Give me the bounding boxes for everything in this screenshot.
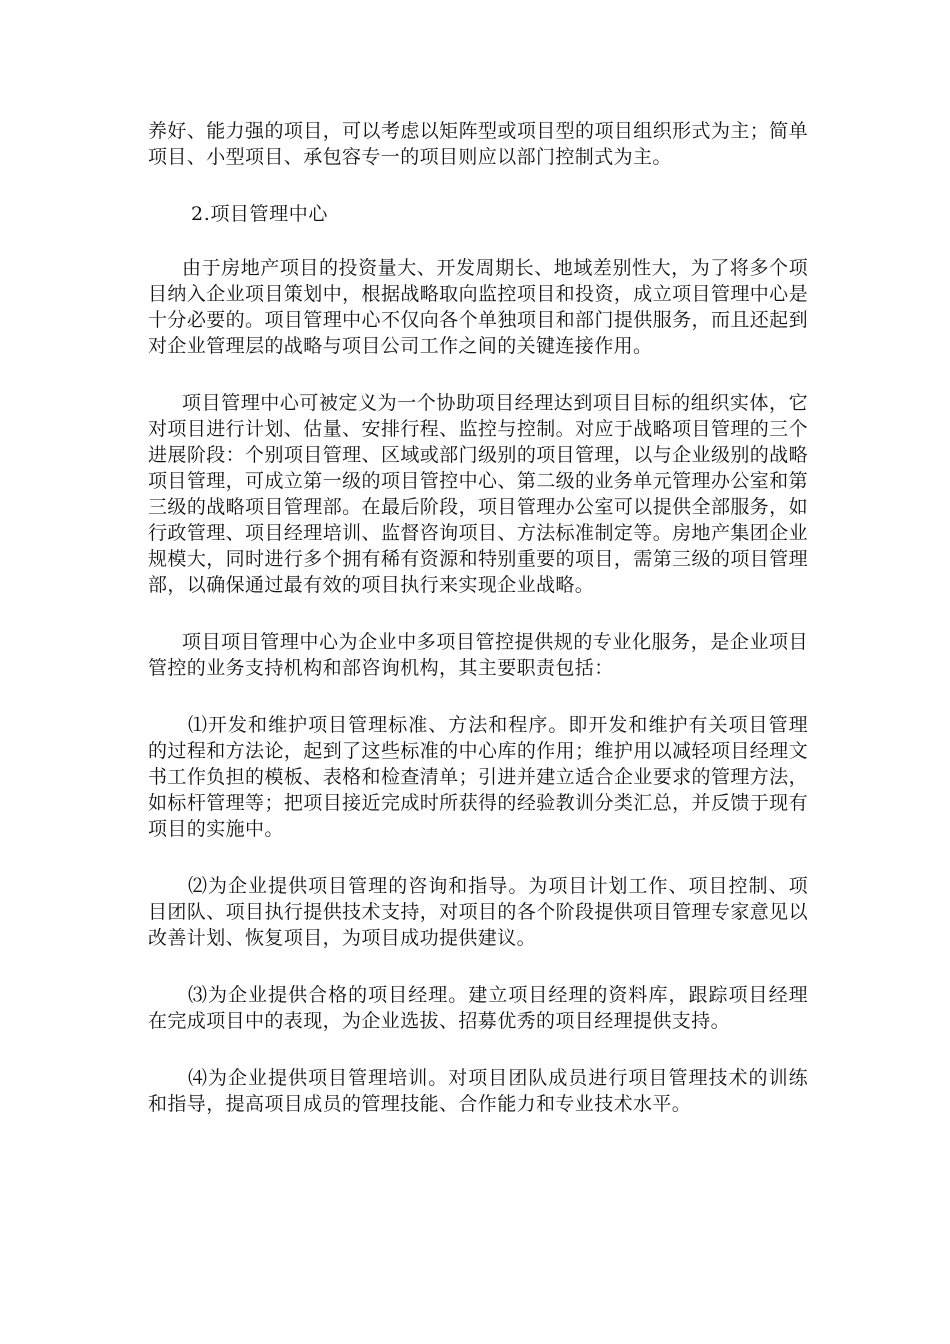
paragraph-definition: 项目管理中心可被定义为一个协助项目经理达到项目目标的组织实体，它对项目进行计划、估量、安排行程、监控与控制。对应于战略项目管理的三个进展阶段：个别项目管理、区域或部门级别的项目管理，以与企业级别的战略项目管理，可成立第一级的项目管控中心、第二级的业务单元管理办公室和第三级的战略项目管理部。在最后阶段，项目管理办公室可以提供全部服务，如行政管理、项目经理培训、监督咨询项目、方法标准制定等。房地产集团企业规模大，同时进行多个拥有稀有资源和特别重要的项目，需第三级的项目管理部，以确保通过最有效的项目执行来实现企业战略。 [148, 392, 808, 596]
paragraph-duties-intro: 项目项目管理中心为企业中多项目管控提供规的专业化服务，是企业项目管控的业务支持机构和部咨询机构，其主要职责包括： [148, 631, 808, 679]
paragraph-continuation: 养好、能力强的项目，可以考虑以矩阵型或项目型的项目组织形式为主；简单项目、小型项目、承包容专一的项目则应以部门控制式为主。 [148, 120, 808, 168]
list-item-duty-3: ⑶为企业提供合格的项目经理。建立项目经理的资料库，跟踪项目经理在完成项目中的表现，为企业选拔、招募优秀的项目经理提供支持。 [148, 984, 808, 1032]
document-page [148, 118, 808, 1148]
list-item-duty-1: ⑴开发和维护项目管理标准、方法和程序。即开发和维护有关项目管理的过程和方法论，起到了这些标准的中心库的作用；维护用以减轻项目经理文书工作负担的模板、表格和检查清单；引进并建立适合企业要求的管理方法，如标杆管理等；把项目接近完成时所获得的经验教训分类汇总，并反馈于现有项目的实施中。 [148, 714, 808, 840]
list-item-duty-4: ⑷为企业提供项目管理培训。对项目团队成员进行项目管理技术的训练和指导，提高项目成员的管理技能、合作能力和专业技术水平。 [148, 1067, 808, 1115]
section-heading: 2.项目管理中心 [191, 203, 328, 225]
list-item-duty-2: ⑵为企业提供项目管理的咨询和指导。为项目计划工作、项目控制、项目团队、项目执行提供技术支持，对项目的各个阶段提供项目管理专家意见以改善计划、恢复项目，为项目成功提供建议。 [148, 875, 808, 949]
paragraph-intro: 由于房地产项目的投资量大、开发周期长、地域差别性大，为了将多个项目纳入企业项目策划中，根据战略取向监控项目和投资，成立项目管理中心是十分必要的。项目管理中心不仅向各个单独项目和部门提供服务，而且还起到对企业管理层的战略与项目公司工作之间的关键连接作用。 [148, 257, 808, 357]
